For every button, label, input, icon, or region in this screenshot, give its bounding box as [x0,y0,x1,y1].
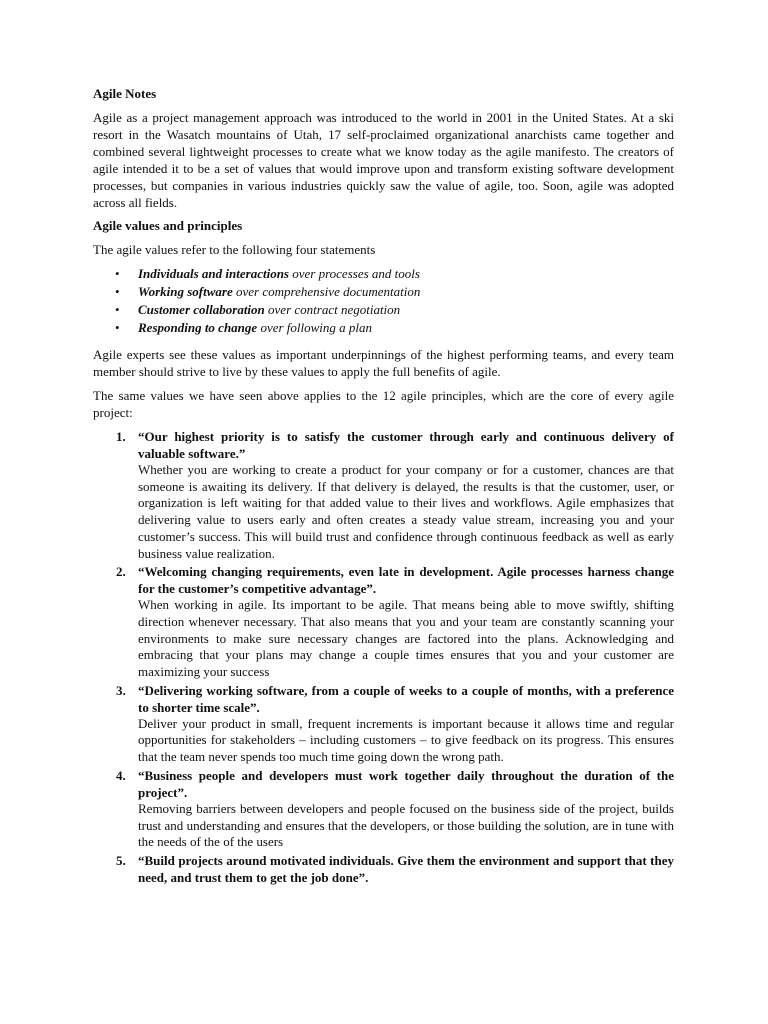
principle-body: When working in agile. Its important to be agile. That means being able to move swiftly, shifting direction whenever necessary. That also means that you and your team are constantly scanning your environments to make sure necessary changes are factored into the plans. Acknowledging and embracing that your plans may change a couple times ensures that you and your customer are maximizing your success [138,597,674,680]
section-heading: Agile values and principles [93,218,243,233]
principle-body: Whether you are working to create a product for your company or for a customer, chances are that someone is awaiting its delivery. If that delivery is delayed, the results is that the customer, user, or organization is left waiting for that added value to their lives and workflows. Agile emphasizes that delivering value to users early and often creates a steady value stream, increasing you and your customer’s success. This will build trust and confidence through continuous feedback as well as early business value realization. [138,462,674,561]
principle-number: 3. [116,682,126,698]
principle-body: Removing barriers between developers and people focused on the business side of the project, builds trust and understanding and ensures that the developers, or those building the solution, are in tune with the needs of the of the users [138,800,674,850]
principles-list [93,428,674,886]
value-rest: over comprehensive documentation [232,284,421,299]
principle-item [93,682,674,766]
values-paragraph: Agile experts see these values as important underpinnings of the highest performing teams, and every team member should strive to live by these values to apply the full benefits of agile. [93,347,674,379]
principle-quote: “Business people and developers must work together daily throughout the duration of the project”. [138,767,674,800]
principle-item [93,852,674,886]
value-term: Customer collaboration [138,302,265,317]
value-item [115,265,674,283]
principles-intro: The same values we have seen above applies to the 12 agile principles, which are the core of every agile project: [93,388,674,420]
principle-quote: “Our highest priority is to satisfy the customer through early and continuous delivery of valuable software.” [138,429,674,461]
value-rest: over processes and tools [288,266,420,281]
document-page [93,86,674,887]
intro-paragraph: Agile as a project management approach was introduced to the world in 2001 in the United States. At a ski resort in the Wasatch mountains of Utah, 17 self-proclaimed organizational anarchists came together and combined several lightweight processes to create what we know today as the agile manifesto. The creators of agile intended it to be a set of values that would improve upon and transform existing software development processes, but companies in various industries quickly saw the value of agile, too. Soon, agile was adopted across all fields. [93,110,674,210]
value-rest: over following a plan [257,320,373,335]
value-term: Responding to change [138,320,258,335]
value-item [115,319,674,337]
principle-quote: “Delivering working software, from a couple of weeks to a couple of months, with a preference to shorter time scale”. [138,682,674,715]
value-rest: over contract negotiation [264,302,401,317]
principle-body: Deliver your product in small, frequent increments is important because it allows time and regular opportunities for stakeholders – including customers – to give feedback on its progress. This ensures that the team never spends too much time going down the wrong path. [138,715,674,765]
document-title: Agile Notes [93,86,157,101]
principle-quote: “Build projects around motivated individuals. Give them the environment and support that they need, and trust them to get the job done”. [138,852,674,885]
principle-number: 2. [116,564,126,580]
principle-quote: “Welcoming changing requirements, even late in development. Agile processes harness change for the customer’s competitive advantage”. [138,564,674,597]
values-intro: The agile values refer to the following four statements [93,242,376,257]
principle-item [93,563,674,681]
value-term: Individuals and interactions [138,266,289,281]
principle-item [93,767,674,851]
value-item [115,283,674,301]
principle-number: 1. [116,429,126,444]
principle-number: 5. [116,852,126,868]
values-list [93,265,674,337]
value-term: Working software [138,284,233,299]
principle-item [93,428,674,562]
principle-number: 4. [116,767,126,783]
value-item [115,301,674,319]
